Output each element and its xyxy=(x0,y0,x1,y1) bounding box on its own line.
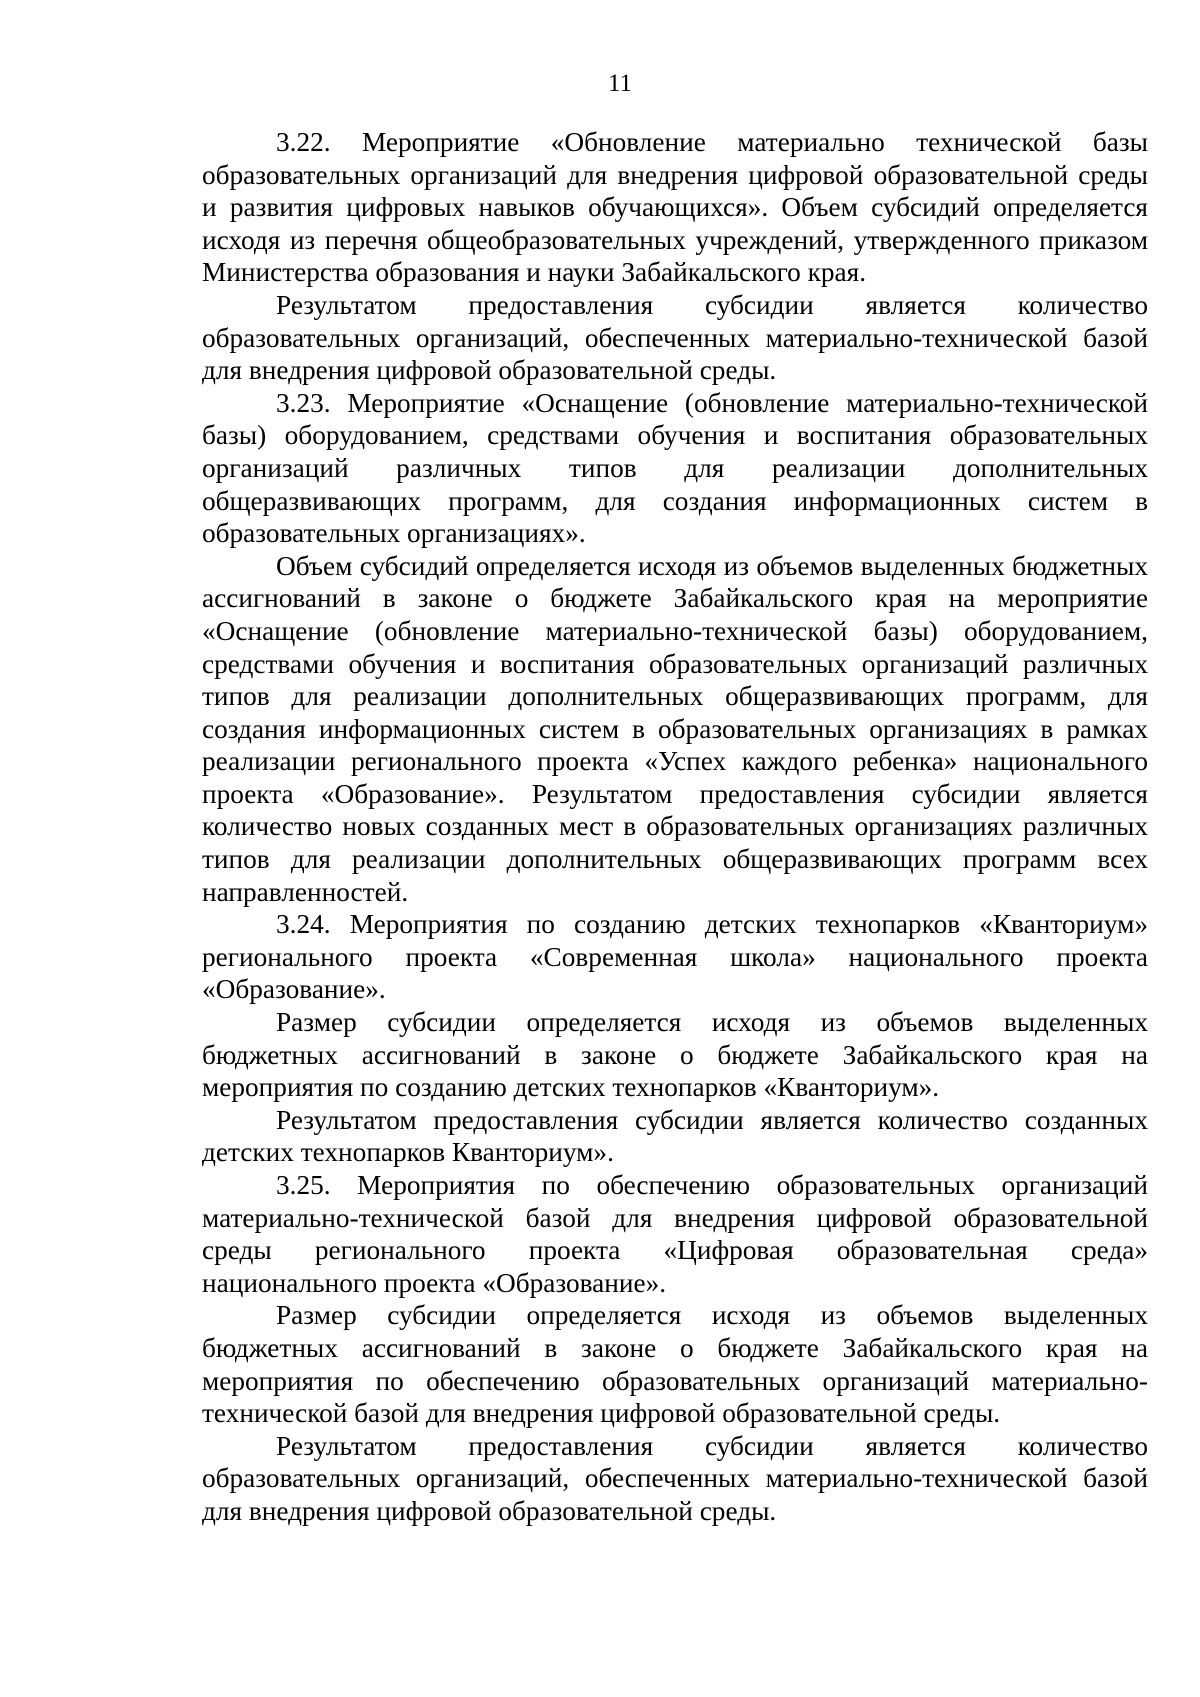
paragraph-3-22-result: Результатом предоставления субсидии является количество образовательных организаций, обеспеченных материально-технической базой для внедрения цифровой образовательной среды. xyxy=(202,289,1148,386)
paragraph-3-22: 3.22. Мероприятие «Обновление материально технической базы образовательных организаций для внедрения цифровой образовательной среды и развития цифровых навыков обучающихся». Объем субсидий определяется исходя из перечня общеобразовательных учреждений, утвержденного приказом Министерства образования и науки Забайкальского края. xyxy=(202,127,1148,288)
paragraph-3-23: 3.23. Мероприятие «Оснащение (обновление материально-технической базы) оборудованием, средствами обучения и воспитания образовательных организаций различных типов для реализации дополнительных общеразвивающих программ, для создания информационных систем в образовательных организациях». xyxy=(202,387,1148,549)
page-number: 11 xyxy=(607,70,633,97)
paragraph-3-25-size: Размер субсидии определяется исходя из объемов выделенных бюджетных ассигнований в законе о бюджете Забайкальского края на мероприятия по обеспечению образовательных организаций материально-технической базой для внедрения цифровой образовательной среды. xyxy=(202,1300,1148,1429)
paragraph-3-25: 3.25. Мероприятия по обеспечению образовательных организаций материально-технической базой для внедрения цифровой образовательной среды регионального проекта «Цифровая образовательная среда» национального проекта «Образование». xyxy=(202,1170,1148,1298)
document-body xyxy=(202,126,1148,1528)
paragraph-3-24-result: Результатом предоставления субсидии является количество созданных детских технопарков Кванториум». xyxy=(202,1104,1148,1168)
paragraph-3-24-size: Размер субсидии определяется исходя из объемов выделенных бюджетных ассигнований в законе о бюджете Забайкальского края на мероприятия по созданию детских технопарков «Кванториум». xyxy=(202,1007,1148,1103)
paragraph-3-23-volume: Объем субсидий определяется исходя из объемов выделенных бюджетных ассигнований в законе о бюджете Забайкальского края на мероприятие «Оснащение (обновление материально-технической базы) оборудованием, средствами обучения и воспитания образовательных организаций различных типов для реализации дополнительных общеразвивающих программ, для создания информационных систем в образовательных организациях в рамках реализации регионального проекта «Успех каждого ребенка» национального проекта «Образование». Результатом предоставления субсидии является количество новых созданных мест в образовательных организациях различных типов для реализации дополнительных общеразвивающих программ всех направленностей. xyxy=(202,550,1148,907)
paragraph-3-25-result: Результатом предоставления субсидии является количество образовательных организаций, обеспеченных материально-технической базой для внедрения цифровой образовательной среды. xyxy=(202,1430,1148,1526)
paragraph-3-24: 3.24. Мероприятия по созданию детских технопарков «Кванториум» регионального проекта «Современная школа» национального проекта «Образование». xyxy=(202,909,1148,1005)
